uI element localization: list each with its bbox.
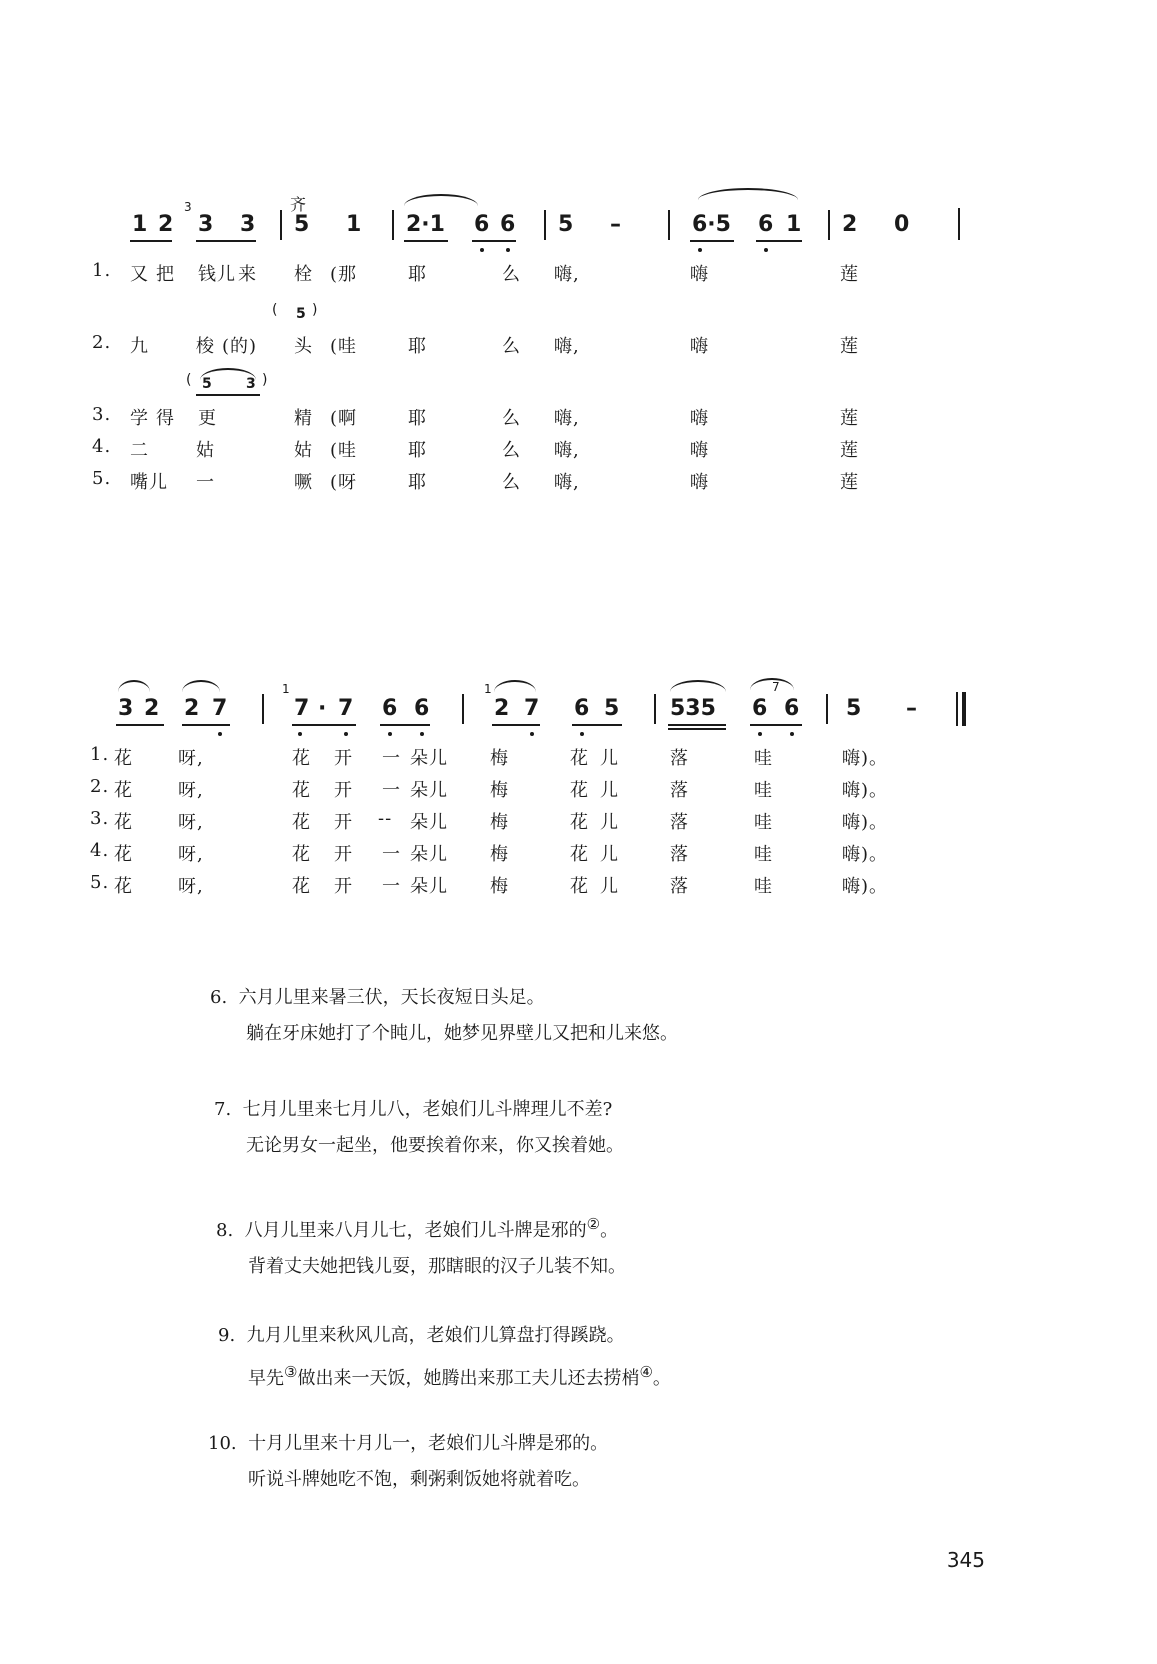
low-dot bbox=[344, 732, 348, 736]
slur bbox=[182, 680, 220, 692]
grace-note: 7 bbox=[772, 680, 780, 694]
lyric-line-4: 4. 二 姑 姑 (哇 耶 么 嗨, 嗨 莲 bbox=[92, 436, 859, 461]
bar-line bbox=[828, 210, 830, 240]
verse-line: 七月儿里来七月儿八，老娘们儿斗牌理儿不差? bbox=[242, 1099, 613, 1120]
note: 2 bbox=[494, 696, 510, 721]
variant-open: ( bbox=[272, 302, 278, 318]
bar-line bbox=[668, 210, 670, 240]
low-dot bbox=[698, 248, 702, 252]
page-number: 345 bbox=[946, 1548, 985, 1572]
beam bbox=[130, 240, 172, 242]
note-row-2 bbox=[0, 696, 1157, 736]
note: 7 bbox=[524, 696, 540, 721]
note: 3 bbox=[198, 212, 214, 237]
low-dot bbox=[218, 732, 222, 736]
slur bbox=[404, 194, 478, 206]
note: 2 bbox=[158, 212, 174, 237]
grace-note: 1 bbox=[282, 682, 290, 696]
note: 1 bbox=[132, 212, 148, 237]
note: 3 bbox=[118, 696, 134, 721]
verse-6 bbox=[210, 980, 678, 1052]
grace-note: 3 bbox=[184, 200, 192, 214]
lyric-line-4: 4. 花 呀, 花 开 一 朵儿 梅 花 儿 落 哇 嗨)。 bbox=[90, 840, 889, 865]
variant-close: ) bbox=[312, 302, 318, 318]
beam bbox=[756, 240, 802, 242]
note: – bbox=[610, 212, 621, 237]
lyric-line-2: 2. 九 梭 (的) 头 (哇 耶 么 嗨, 嗨 莲 bbox=[92, 332, 859, 357]
verse-number: 8. bbox=[216, 1220, 234, 1241]
verse-line: 八月儿里来八月儿七，老娘们儿斗牌是邪的 bbox=[244, 1220, 587, 1241]
variant-note: 3 bbox=[246, 376, 256, 392]
low-dot bbox=[580, 732, 584, 736]
bar-line bbox=[392, 210, 394, 240]
beam bbox=[668, 728, 726, 730]
lyric-line-1: 1. 又 把 钱儿 来 栓 (那 耶 么 嗨, 嗨 莲 bbox=[92, 260, 859, 285]
bar-line bbox=[462, 694, 464, 724]
note: 6 bbox=[474, 212, 490, 237]
variant-note: 5 bbox=[296, 306, 306, 322]
verse-line: 十月儿里来十月儿一，老娘们儿斗牌是邪的。 bbox=[248, 1433, 609, 1454]
low-dot bbox=[758, 732, 762, 736]
grace-note: 1 bbox=[484, 682, 492, 696]
verse-10 bbox=[208, 1426, 608, 1498]
beam bbox=[690, 240, 734, 242]
note: 2 bbox=[842, 212, 858, 237]
note: 7 bbox=[294, 696, 310, 721]
note: 5 bbox=[846, 696, 862, 721]
note: 1 bbox=[346, 212, 362, 237]
beam bbox=[472, 240, 516, 242]
variant-close: ) bbox=[262, 372, 268, 388]
lyric-line-5: 5. 嘴儿 一 噘 (呀 耶 么 嗨, 嗨 莲 bbox=[92, 468, 859, 493]
low-dot bbox=[480, 248, 484, 252]
slur bbox=[670, 680, 726, 692]
verse-7 bbox=[214, 1092, 624, 1164]
slur bbox=[698, 188, 798, 200]
beam bbox=[380, 724, 430, 726]
note-row-1 bbox=[0, 212, 1157, 252]
verse-number: 10. bbox=[208, 1433, 237, 1454]
note: 6 bbox=[500, 212, 516, 237]
beam bbox=[404, 240, 448, 242]
lyric-line-3: 3. 学 得 更 精 (啊 耶 么 嗨, 嗨 莲 bbox=[92, 404, 859, 429]
slur bbox=[494, 680, 536, 692]
note: 535 bbox=[670, 696, 716, 721]
slur bbox=[200, 368, 256, 380]
low-dot bbox=[530, 732, 534, 736]
verse-8: 8. 八月儿里来八月儿七，老娘们儿斗牌是邪的②。 背着丈夫她把钱儿耍，那瞎眼的汉子儿装不知。 bbox=[216, 1215, 626, 1277]
note: – bbox=[906, 696, 917, 721]
low-dot bbox=[506, 248, 510, 252]
slur bbox=[118, 680, 150, 692]
verse-line: 六月儿里来暑三伏，天长夜短日头足。 bbox=[238, 987, 545, 1008]
verse-9: 9. 九月儿里来秋风儿高，老娘们儿算盘打得蹊跷。 早先③做出来一天饭，她腾出来那工夫儿还去捞梢④。 bbox=[218, 1325, 671, 1389]
note: 6 bbox=[574, 696, 590, 721]
beam bbox=[492, 724, 540, 726]
note: 2 bbox=[184, 696, 200, 721]
footnote-mark: ④ bbox=[639, 1363, 653, 1381]
lyric-line-5: 5. 花 呀, 花 开 一 朵儿 梅 花 儿 落 哇 嗨)。 bbox=[90, 872, 889, 897]
bar-line bbox=[826, 694, 828, 724]
verse-line: 躺在牙床她打了个盹儿，她梦见界壁儿又把和儿来悠。 bbox=[246, 1023, 678, 1044]
variant-open: ( bbox=[186, 372, 192, 388]
low-dot bbox=[420, 732, 424, 736]
low-dot bbox=[298, 732, 302, 736]
note: 6 bbox=[382, 696, 398, 721]
beam bbox=[292, 724, 356, 726]
note: 2·1 bbox=[406, 212, 445, 237]
lyric-line-2: 2. 花 呀, 花 开 一 朵儿 梅 花 儿 落 哇 嗨)。 bbox=[90, 776, 889, 801]
bar-line bbox=[956, 692, 958, 726]
note: 0 bbox=[894, 212, 910, 237]
note: 6 bbox=[784, 696, 800, 721]
verse-line: 九月儿里来秋风儿高，老娘们儿算盘打得蹊跷。 bbox=[246, 1325, 625, 1346]
verse-number: 6. bbox=[210, 987, 228, 1008]
beam bbox=[196, 240, 256, 242]
verse-number: 7. bbox=[214, 1099, 232, 1120]
lyric-line-1: 1. 花 呀, 花 开 一 朵儿 梅 花 儿 落 哇 嗨)。 bbox=[90, 744, 889, 769]
low-dot bbox=[388, 732, 392, 736]
note: 1 bbox=[786, 212, 802, 237]
note: 7 bbox=[338, 696, 354, 721]
note: 3 bbox=[240, 212, 256, 237]
lyric-line-3: 3. 花 呀, 花 开 -- 朵儿 梅 花 儿 落 哇 嗨)。 bbox=[90, 808, 889, 833]
bar-line bbox=[654, 694, 656, 724]
note: 2 bbox=[144, 696, 160, 721]
beam bbox=[750, 724, 802, 726]
beam bbox=[572, 724, 622, 726]
note: 5 bbox=[604, 696, 620, 721]
bar-line bbox=[280, 210, 282, 240]
low-dot bbox=[790, 732, 794, 736]
note: 5 bbox=[294, 212, 310, 237]
note: 6·5 bbox=[692, 212, 731, 237]
verse-line: 背着丈夫她把钱儿耍，那瞎眼的汉子儿装不知。 bbox=[248, 1256, 626, 1277]
beam bbox=[196, 394, 260, 396]
note: 6 bbox=[758, 212, 774, 237]
beam bbox=[182, 724, 230, 726]
note: 7 bbox=[212, 696, 228, 721]
beam bbox=[668, 724, 726, 726]
final-bar bbox=[962, 692, 966, 726]
footnote-mark: ② bbox=[586, 1215, 601, 1233]
verse-line: 听说斗牌她吃不饱，剩粥剩饭她将就着吃。 bbox=[248, 1469, 590, 1490]
verse-line: 无论男女一起坐，他要挨着你来，你又挨着她。 bbox=[246, 1135, 624, 1156]
note: · bbox=[318, 696, 327, 721]
footnote-mark: ③ bbox=[284, 1363, 298, 1381]
note: 6 bbox=[414, 696, 430, 721]
beam bbox=[116, 724, 164, 726]
bar-line bbox=[544, 210, 546, 240]
bar-line bbox=[958, 208, 960, 240]
note: 6 bbox=[752, 696, 768, 721]
verse-number: 9. bbox=[218, 1325, 236, 1346]
low-dot bbox=[764, 248, 768, 252]
note: 5 bbox=[558, 212, 574, 237]
bar-line bbox=[262, 694, 264, 724]
variant-note: 5 bbox=[202, 376, 212, 392]
marking-qi: 齐 bbox=[290, 195, 307, 214]
